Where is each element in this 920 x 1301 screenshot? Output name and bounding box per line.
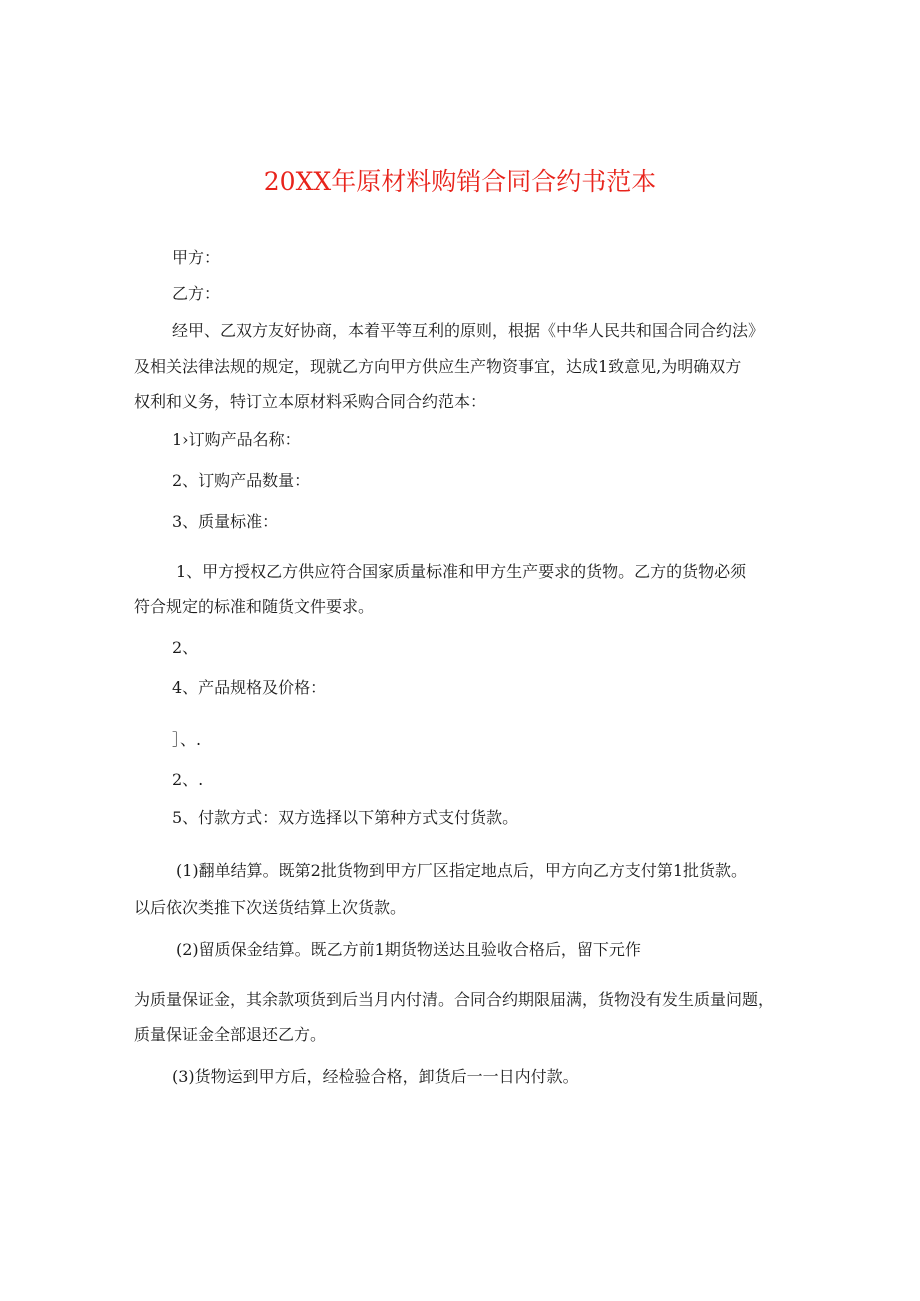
payment-option-2-line-1: (2)留质保金结算。既乙方前1期货物送达且验收合格后，留下元作 [176, 940, 641, 959]
payment-option-2-line-2: 为质量保证金，其余款项货到后当月内付清。合同合约期限届满，货物没有发生质量问题， [134, 990, 775, 1009]
spec-item-1: ］、. [172, 730, 202, 749]
quality-item-1-line-2: 符合规定的标准和随货文件要求。 [134, 597, 375, 616]
clause-2-product-quantity: 2、订购产品数量： [172, 471, 311, 490]
spec-item-2: 2、. [172, 770, 204, 789]
intro-paragraph-line-3: 权利和义务，特订立本原材料采购合同合约范本： [134, 392, 487, 411]
payment-option-1-line-1: (1)翻单结算。既第2批货物到甲方厂区指定地点后，甲方向乙方支付第1批货款。 [176, 861, 748, 880]
clause-3-quality-standard: 3、质量标准： [172, 512, 279, 531]
clause-1-product-name: 1›订购产品名称： [172, 430, 301, 449]
payment-option-3: (3)货物运到甲方后，经检验合格，卸货后一一日内付款。 [172, 1067, 579, 1086]
party-b-label: 乙方： [172, 284, 221, 303]
payment-option-2-line-3: 质量保证金全部退还乙方。 [134, 1025, 327, 1044]
quality-item-1-line-1: 1、甲方授权乙方供应符合国家质量标准和甲方生产要求的货物。乙方的货物必须 [176, 562, 747, 581]
clause-5-payment-method: 5、付款方式：双方选择以下第种方式支付货款。 [172, 808, 519, 827]
party-a-label: 甲方： [172, 248, 221, 267]
payment-option-1-line-2: 以后依次类推下次送货结算上次货款。 [134, 898, 407, 917]
intro-paragraph-line-1: 经甲、乙双方友好协商，本着平等互利的原则，根据《中华人民共和国合同合约法》 [172, 321, 765, 340]
quality-item-2: 2、 [172, 638, 199, 657]
intro-paragraph-line-2: 及相关法律法规的规定，现就乙方向甲方供应生产物资事宜，达成1致意见,为明确双方 [134, 357, 742, 376]
document-title: 20XX年原材料购销合同合约书范本 [263, 167, 657, 196]
clause-4-spec-price: 4、产品规格及价格： [172, 678, 327, 697]
